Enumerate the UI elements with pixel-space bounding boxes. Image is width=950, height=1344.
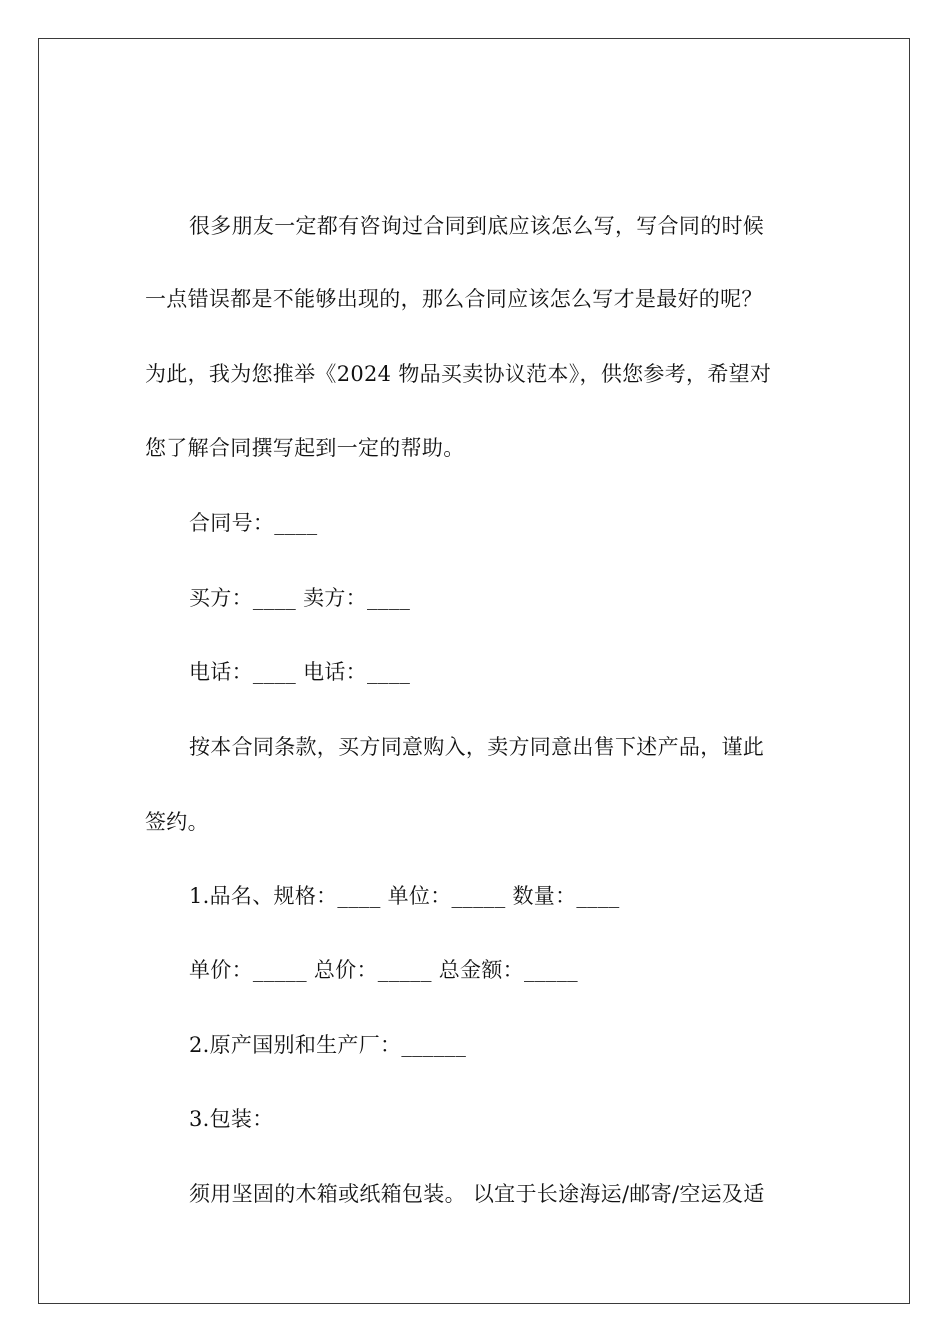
intro-line-4: 您了解合同撰写起到一定的帮助。 <box>145 436 465 460</box>
terms-line-2: 签约。 <box>145 810 209 834</box>
origin-line: 2.原产国别和生产厂：______ <box>189 1033 467 1057</box>
packaging-heading: 3.包装： <box>189 1107 274 1131</box>
price-line: 单价：_____ 总价：_____ 总金额：_____ <box>189 958 578 982</box>
contract-number-line: 合同号：____ <box>189 511 318 535</box>
terms-line-1: 按本合同条款，买方同意购入，卖方同意出售下述产品，谨此 <box>189 735 765 759</box>
packaging-text-line: 须用坚固的木箱或纸箱包装。 以宜于长途海运/邮寄/空运及适 <box>189 1182 765 1206</box>
intro-line-2: 一点错误都是不能够出现的，那么合同应该怎么写才是最好的呢？ <box>145 287 763 311</box>
intro-line-1: 很多朋友一定都有咨询过合同到底应该怎么写，写合同的时候 <box>189 214 765 238</box>
buyer-seller-line: 买方：____ 卖方：____ <box>189 586 411 610</box>
intro-line-3: 为此，我为您推举《2024 物品买卖协议范本》，供您参考，希望对 <box>145 362 772 386</box>
item-spec-line: 1.品名、规格：____ 单位：_____ 数量：____ <box>189 884 620 908</box>
phone-line: 电话：____ 电话：____ <box>189 660 411 684</box>
